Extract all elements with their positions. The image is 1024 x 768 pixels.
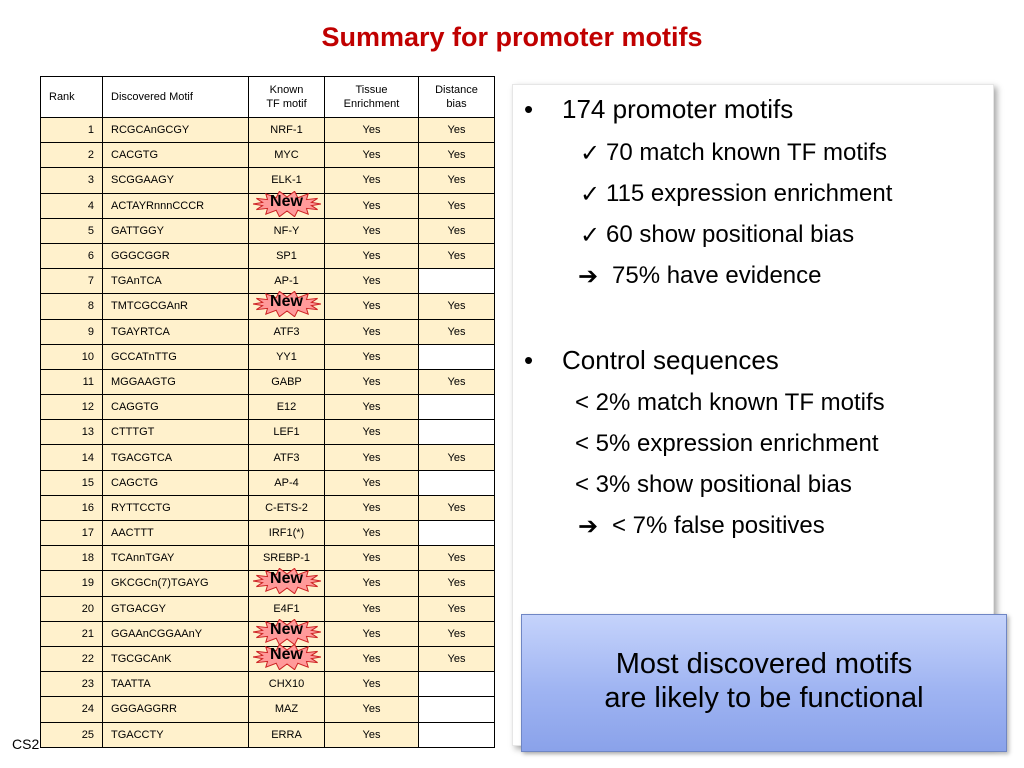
known-tf-cell: NF-Y [249, 218, 325, 243]
table-row [41, 319, 495, 344]
conclusion-callout [521, 614, 1007, 752]
table-row [41, 243, 495, 268]
motif-cell: CTTTGT [103, 420, 249, 445]
sub-bullet-false-positives: < 7% false positives [612, 512, 825, 539]
rank-cell: 20 [41, 596, 103, 621]
distance-cell [419, 672, 495, 697]
table-row [41, 470, 495, 495]
motif-cell: MGGAAGTG [103, 369, 249, 394]
rank-cell: 8 [41, 294, 103, 319]
tissue-cell: Yes [325, 269, 419, 294]
new-badge [253, 568, 321, 594]
known-tf-cell: E12 [249, 395, 325, 420]
tissue-cell: Yes [325, 218, 419, 243]
known-tf-cell: MYC [249, 143, 325, 168]
distance-cell: Yes [419, 495, 495, 520]
table-row [41, 672, 495, 697]
known-tf-cell: E4F1 [249, 596, 325, 621]
rank-cell: 23 [41, 672, 103, 697]
bullet-promoter-motifs: 174 promoter motifs [562, 94, 794, 124]
tissue-cell: Yes [325, 646, 419, 671]
known-tf-cell: NRF-1 [249, 118, 325, 143]
table-row [41, 596, 495, 621]
table-row [41, 546, 495, 571]
rank-cell: 10 [41, 344, 103, 369]
known-tf-cell: ATF3 [249, 445, 325, 470]
tissue-cell: Yes [325, 596, 419, 621]
tissue-cell: Yes [325, 521, 419, 546]
table-row [41, 420, 495, 445]
distance-cell: Yes [419, 369, 495, 394]
table-row [41, 395, 495, 420]
sub-bullet-control-known-tf: < 2% match known TF motifs [575, 389, 885, 416]
motif-cell: TGACGTCA [103, 445, 249, 470]
tissue-cell: Yes [325, 697, 419, 722]
rank-cell: 6 [41, 243, 103, 268]
footer-label: CS2 [12, 736, 40, 752]
tissue-cell: Yes [325, 395, 419, 420]
known-tf-cell: GABP [249, 369, 325, 394]
distance-cell: Yes [419, 193, 495, 218]
rank-cell: 4 [41, 193, 103, 218]
known-tf-cell: AP-4 [249, 470, 325, 495]
distance-cell: Yes [419, 319, 495, 344]
motif-cell: GTGACGY [103, 596, 249, 621]
distance-cell: Yes [419, 143, 495, 168]
new-badge [253, 291, 321, 317]
new-badge-label: New [270, 570, 303, 588]
motif-cell: TGAYRTCA [103, 319, 249, 344]
tissue-cell: Yes [325, 420, 419, 445]
tissue-cell: Yes [325, 143, 419, 168]
motif-cell: GGGAGGRR [103, 697, 249, 722]
distance-cell [419, 521, 495, 546]
known-tf-cell: SP1 [249, 243, 325, 268]
new-badge-label: New [270, 192, 303, 210]
rank-cell: 7 [41, 269, 103, 294]
table-row [41, 722, 495, 747]
arrow-right-icon: ➔ [578, 263, 599, 290]
tissue-cell: Yes [325, 118, 419, 143]
motif-cell: TMTCGCGAnR [103, 294, 249, 319]
tissue-cell: Yes [325, 168, 419, 193]
rank-cell: 18 [41, 546, 103, 571]
distance-cell: Yes [419, 294, 495, 319]
header-rank: Rank [41, 77, 103, 118]
new-badge [253, 191, 321, 217]
known-tf-cell: SREBP-1 [249, 546, 325, 571]
check-icon: ✓ [580, 181, 601, 208]
known-tf-cell: YY1 [249, 344, 325, 369]
distance-cell: Yes [419, 571, 495, 596]
rank-cell: 25 [41, 722, 103, 747]
rank-cell: 9 [41, 319, 103, 344]
tissue-cell: Yes [325, 621, 419, 646]
distance-cell [419, 395, 495, 420]
motif-cell: CACGTG [103, 143, 249, 168]
distance-cell: Yes [419, 118, 495, 143]
motif-cell: GGGCGGR [103, 243, 249, 268]
known-tf-cell: IRF1(*) [249, 521, 325, 546]
table-row [41, 495, 495, 520]
tissue-cell: Yes [325, 294, 419, 319]
rank-cell: 22 [41, 646, 103, 671]
rank-cell: 3 [41, 168, 103, 193]
table-row [41, 697, 495, 722]
motif-cell: GKCGCn(7)TGAYG [103, 571, 249, 596]
rank-cell: 17 [41, 521, 103, 546]
motif-cell: RCGCAnGCGY [103, 118, 249, 143]
table-row [41, 269, 495, 294]
rank-cell: 1 [41, 118, 103, 143]
sub-bullet-control-positional: < 3% show positional bias [575, 471, 852, 498]
sub-bullet-evidence: 75% have evidence [612, 262, 822, 289]
table-row [41, 445, 495, 470]
motif-cell: ACTAYRnnnCCCR [103, 193, 249, 218]
distance-cell [419, 470, 495, 495]
tissue-cell: Yes [325, 344, 419, 369]
sub-bullet-expression: 115 expression enrichment [606, 180, 893, 207]
motif-cell: AACTTT [103, 521, 249, 546]
tissue-cell: Yes [325, 445, 419, 470]
rank-cell: 5 [41, 218, 103, 243]
header-distance-bias: Distance bias [419, 77, 495, 118]
distance-cell [419, 722, 495, 747]
table-row [41, 344, 495, 369]
rank-cell: 16 [41, 495, 103, 520]
known-tf-cell: MAZ [249, 697, 325, 722]
header-tissue-enrichment: Tissue Enrichment [325, 77, 419, 118]
check-icon: ✓ [580, 222, 601, 249]
known-tf-cell: AP-1 [249, 269, 325, 294]
motif-cell: TGCGCAnK [103, 646, 249, 671]
motif-cell: SCGGAAGY [103, 168, 249, 193]
motif-cell: TCAnnTGAY [103, 546, 249, 571]
sub-bullet-positional: 60 show positional bias [606, 221, 855, 248]
known-tf-cell: ATF3 [249, 319, 325, 344]
rank-cell: 13 [41, 420, 103, 445]
motif-cell: GATTGGY [103, 218, 249, 243]
distance-cell: Yes [419, 621, 495, 646]
known-tf-cell: ERRA [249, 722, 325, 747]
sub-bullet-known-tf: 70 match known TF motifs [606, 139, 887, 166]
check-icon: ✓ [580, 140, 601, 167]
motif-cell: GGAAnCGGAAnY [103, 621, 249, 646]
bullet-control-sequences: Control sequences [562, 345, 779, 375]
motif-cell: RYTTCCTG [103, 495, 249, 520]
distance-cell [419, 269, 495, 294]
motif-cell: GCCATnTTG [103, 344, 249, 369]
new-badge-label: New [270, 620, 303, 638]
tissue-cell: Yes [325, 319, 419, 344]
new-badge-label: New [270, 293, 303, 311]
new-badge-label: New [270, 646, 303, 664]
tissue-cell: Yes [325, 369, 419, 394]
table-row [41, 168, 495, 193]
table-row [41, 521, 495, 546]
rank-cell: 21 [41, 621, 103, 646]
motif-cell: TGACCTY [103, 722, 249, 747]
table-row [41, 369, 495, 394]
sub-bullet-control-expression: < 5% expression enrichment [575, 430, 879, 457]
motif-cell: CAGCTG [103, 470, 249, 495]
rank-cell: 24 [41, 697, 103, 722]
known-tf-cell: LEF1 [249, 420, 325, 445]
tissue-cell: Yes [325, 193, 419, 218]
distance-cell: Yes [419, 546, 495, 571]
bullet-dot: • [524, 94, 534, 124]
tissue-cell: Yes [325, 672, 419, 697]
callout-line-1: Most discovered motifs [615, 648, 913, 680]
tissue-cell: Yes [325, 495, 419, 520]
motif-cell: TGAnTCA [103, 269, 249, 294]
rank-cell: 2 [41, 143, 103, 168]
arrow-right-icon: ➔ [578, 513, 599, 540]
rank-cell: 15 [41, 470, 103, 495]
table-row [41, 143, 495, 168]
known-tf-cell: ELK-1 [249, 168, 325, 193]
known-tf-cell: CHX10 [249, 672, 325, 697]
header-discovered-motif: Discovered Motif [103, 77, 249, 118]
tissue-cell: Yes [325, 571, 419, 596]
rank-cell: 19 [41, 571, 103, 596]
new-badge [253, 619, 321, 645]
distance-cell [419, 344, 495, 369]
distance-cell: Yes [419, 218, 495, 243]
callout-line-2: are likely to be functional [604, 682, 924, 714]
distance-cell: Yes [419, 168, 495, 193]
rank-cell: 14 [41, 445, 103, 470]
table-row [41, 118, 495, 143]
bullet-dot: • [524, 345, 534, 375]
rank-cell: 12 [41, 395, 103, 420]
motif-cell: TAATTA [103, 672, 249, 697]
header-known-tf-motif: Known TF motif [249, 77, 325, 118]
distance-cell [419, 420, 495, 445]
rank-cell: 11 [41, 369, 103, 394]
motif-cell: CAGGTG [103, 395, 249, 420]
table-header-row [41, 77, 495, 118]
distance-cell [419, 697, 495, 722]
distance-cell: Yes [419, 243, 495, 268]
tissue-cell: Yes [325, 470, 419, 495]
distance-cell: Yes [419, 445, 495, 470]
tissue-cell: Yes [325, 722, 419, 747]
distance-cell: Yes [419, 646, 495, 671]
tissue-cell: Yes [325, 546, 419, 571]
tissue-cell: Yes [325, 243, 419, 268]
page-title: Summary for promoter motifs [321, 22, 703, 52]
table-row [41, 218, 495, 243]
new-badge [253, 644, 321, 670]
known-tf-cell: C-ETS-2 [249, 495, 325, 520]
distance-cell: Yes [419, 596, 495, 621]
